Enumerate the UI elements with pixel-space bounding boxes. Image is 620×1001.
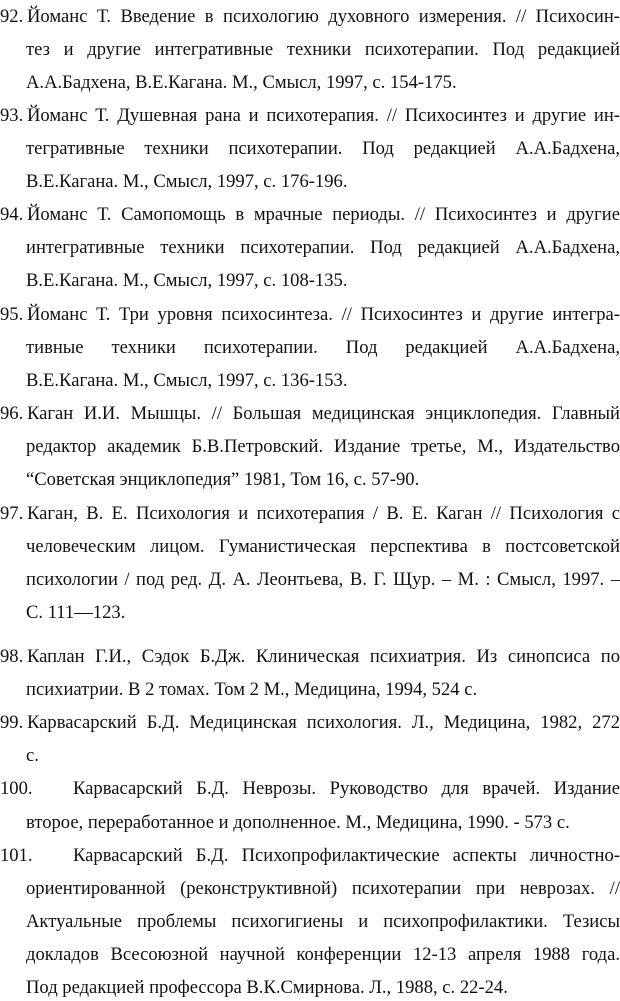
reference-text: Каган И.И. Мышцы. // Большая медицинская энциклопедия. Главный xyxy=(27,403,620,424)
reference-line: В.Е.Кагана. М., Смысл, 1997, с. 108-135. xyxy=(26,270,348,291)
reference-text: Карвасарский Б.Д. Медицинская психология. Л., Медицина, 1982, 272 xyxy=(27,712,620,733)
reference-line: второе, переработанное и дополненное. М., Медицина, 1990. - 573 с. xyxy=(26,812,570,833)
reference-text: Карвасарский Б.Д. Неврозы. Руководство для врачей. Издание xyxy=(73,778,620,799)
reference-line: докладов Всесоюзной научной конференции 12-13 апреля 1988 года. xyxy=(26,944,620,965)
reference-line xyxy=(0,302,620,328)
reference-number: 95. xyxy=(0,304,24,325)
reference-line: А.А.Бадхена, В.Е.Кагана. М., Смысл, 1997, с. 154-175. xyxy=(26,72,457,93)
reference-number: 97. xyxy=(0,503,24,524)
reference-line: человеческим лицом. Гуманистическая перспектива в постсоветской xyxy=(26,536,620,557)
reference-line: Актуальные проблемы психогигиены и психопрофилактики. Тезисы xyxy=(26,911,620,932)
reference-line xyxy=(0,776,620,802)
reference-line: интегративные техники психотерапии. Под редакцией А.А.Бадхена, xyxy=(26,237,620,258)
reference-number: 93. xyxy=(0,105,24,126)
reference-line: С. 111—123. xyxy=(26,602,126,623)
reference-text: Карвасарский Б.Д. Психопрофилактические аспекты личностно- xyxy=(73,845,620,866)
reference-number: 94. xyxy=(0,204,24,225)
reference-line: В.Е.Кагана. М., Смысл, 1997, с. 136-153. xyxy=(26,370,348,391)
reference-text: Йоманс Т. Введение в психологию духовного измерения. // Психосин- xyxy=(27,6,620,27)
reference-line: психологии / под ред. Д. А. Леонтьева, В. Г. Щур. – М. : Смысл, 1997. – xyxy=(26,569,620,590)
reference-text: Каган, В. Е. Психология и психотерапия / В. Е. Каган // Психология с xyxy=(27,503,620,524)
reference-line: В.Е.Кагана. М., Смысл, 1997, с. 176-196. xyxy=(26,171,348,192)
reference-line xyxy=(0,644,620,670)
reference-number: 99. xyxy=(0,712,24,733)
reference-line xyxy=(0,501,620,527)
reference-text: Йоманс Т. Душевная рана и психотерапия. // Психосинтез и другие ин- xyxy=(27,105,620,126)
reference-line: тегративные техники психотерапии. Под редакцией А.А.Бадхена, xyxy=(26,138,620,159)
reference-number: 96. xyxy=(0,403,24,424)
reference-number: 100. xyxy=(0,778,33,799)
reference-text: Каплан Г.И., Сэдок Б.Дж. Клиническая психиатрия. Из синопсиса по xyxy=(27,646,620,667)
reference-line xyxy=(0,401,620,427)
reference-line: редактор академик Б.В.Петровский. Издание третье, М., Издательство xyxy=(26,436,620,457)
reference-line xyxy=(0,202,620,228)
reference-line xyxy=(0,710,620,736)
reference-text: Йоманс Т. Три уровня психосинтеза. // Психосинтез и другие интегра- xyxy=(27,304,620,325)
reference-line: Под редакцией профессора В.К.Смирнова. Л., 1988, с. 22-24. xyxy=(26,977,508,998)
reference-line xyxy=(0,103,620,129)
reference-line: тивные техники психотерапии. Под редакцией А.А.Бадхена, xyxy=(26,337,620,358)
reference-line xyxy=(0,4,620,30)
reference-number: 98. xyxy=(0,646,24,667)
reference-line: психиатрии. В 2 томах. Том 2 М., Медицина, 1994, 524 с. xyxy=(26,679,478,700)
reference-line xyxy=(0,843,620,869)
reference-line: ориентированной (реконструктивной) психотерапии при неврозах. // xyxy=(26,878,620,899)
reference-text: Йоманс Т. Самопомощь в мрачные периоды. // Психосинтез и другие xyxy=(27,204,620,225)
reference-line: “Советская энциклопедия” 1981, Том 16, с. 57-90. xyxy=(26,469,420,490)
reference-line: с. xyxy=(26,745,39,766)
reference-line: тез и другие интегративные техники психотерапии. Под редакцией xyxy=(26,39,620,60)
reference-number: 92. xyxy=(0,6,24,27)
reference-number: 101. xyxy=(0,845,33,866)
